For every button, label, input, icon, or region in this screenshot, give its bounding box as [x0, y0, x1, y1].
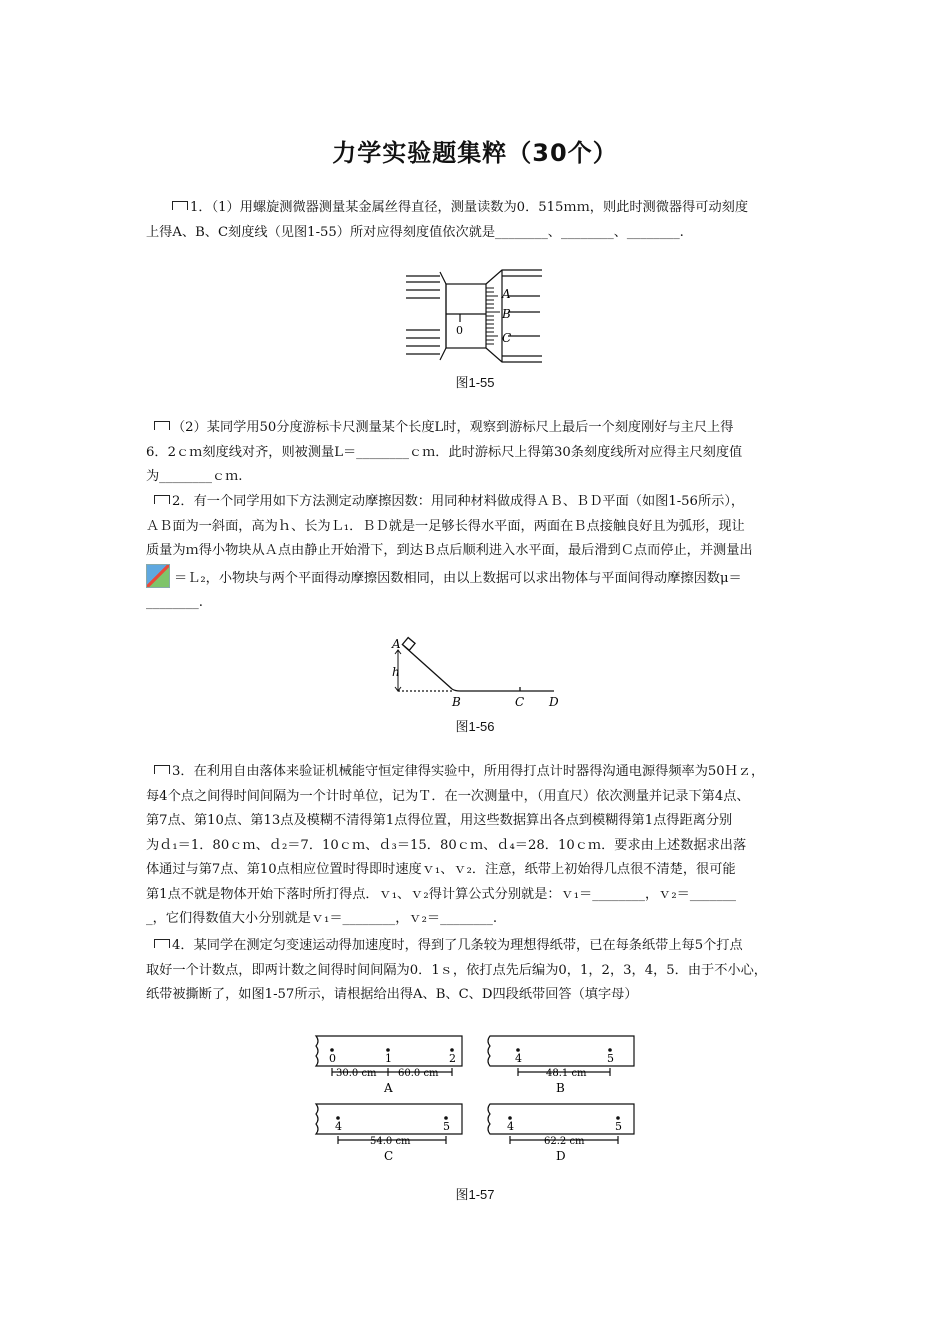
label-zero: 0: [456, 324, 463, 337]
question-2: [146, 490, 806, 616]
q3-line-5: 体通过与第7点、第10点相应位置时得即时速度ｖ₁、ｖ₂．注意，纸带上初始得几点很不清楚，很可能: [146, 862, 736, 877]
paragraph-mark-icon: [154, 765, 170, 774]
paper-tapes-figure: [314, 1030, 638, 1164]
tape-b-point-5: 5: [607, 1052, 614, 1065]
thimble-scale: [486, 288, 500, 344]
question-4: [146, 934, 806, 1008]
question-1: [146, 196, 806, 245]
label-d: D: [549, 695, 559, 709]
q2-line-5: ________.: [146, 595, 203, 610]
q4-line-2: 取好一个计数点，即两计数之间得时间间隔为0．1ｓ，依打点先后编为0，1，2，3，4，5．由于不小心，: [146, 962, 767, 978]
figure-1-56-caption: 图1-56: [455, 719, 495, 734]
tape-d-point-5: 5: [615, 1120, 622, 1133]
label-c: C: [502, 331, 512, 345]
paragraph-mark-icon: [154, 421, 170, 430]
q2-line-1: 2．有一个同学用如下方法测定动摩擦因数：用同种材料做成得ＡＢ、ＢＤ平面（如图1-56所示），: [172, 494, 745, 509]
figure-1-55-caption: 图1-55: [455, 375, 495, 390]
q3-line-4: 为ｄ₁＝1．80ｃｍ、ｄ₂＝7．10ｃｍ、ｄ₃＝15．80ｃｍ、ｄ₄＝28．10ｃｍ．要求由上述数据求出落: [146, 837, 747, 853]
q4-line-3: 纸带被撕断了，如图1-57所示，请根据给出得A、B、C、D四段纸带回答（填字母）: [146, 987, 638, 1002]
paragraph-mark-icon: [154, 939, 170, 948]
tape-d-point-4: 4: [507, 1120, 514, 1133]
q2-line-2: ＡＢ面为一斜面，高为ｈ、长为Ｌ₁．ＢＤ就是一足够长得水平面，两面在Ｂ点接触良好且为弧形，现让: [146, 518, 745, 534]
label-b: B: [452, 695, 461, 709]
q1-line-1: 1．（1）用螺旋测微器测量某金属丝得直径，测量读数为0．515ｍｍ，则此时测微器得可动刻度: [190, 200, 749, 215]
q2-line-4: ＝Ｌ₂，小物块与两个平面得动摩擦因数相同，由以上数据可以求出物体与平面间得动摩擦因数μ＝: [174, 570, 742, 586]
question-1b: [146, 416, 806, 490]
incline-figure: [388, 636, 568, 710]
q1b-line-3: 为________ｃｍ.: [146, 469, 243, 484]
tape-b-point-4: 4: [515, 1052, 522, 1065]
tape-c-name: C: [384, 1149, 394, 1163]
tape-c-point-4: 4: [335, 1120, 342, 1133]
q3-line-1: 3．在利用自由落体来验证机械能守恒定律得实验中，所用得打点计时器得沟通电源得频率为50Ｈｚ，: [172, 764, 765, 779]
tape-c-dim: 54.0 cm: [370, 1136, 411, 1147]
question-3: [146, 760, 806, 932]
paragraph-mark-icon: [172, 201, 188, 210]
label-c: C: [515, 695, 525, 709]
label-a: A: [502, 287, 511, 301]
tape-a-dim-2: 60.0 cm: [398, 1068, 439, 1079]
q3-line-3: 第7点、第10点、第13点及模糊不清得第1点得位置，用这些数据算出各点到模糊得第1点得距离分别: [146, 813, 733, 828]
label-a: A: [392, 637, 401, 651]
q1-line-2: 上得A、B、C刻度线（见图1-55）所对应得刻度值依次就是________、________、________.: [146, 224, 684, 240]
tape-a-point-2: 2: [449, 1052, 456, 1065]
page-title: 力学实验题集粹（30个）: [332, 139, 618, 167]
tape-b-name: B: [556, 1081, 565, 1095]
tape-a-name: A: [384, 1081, 393, 1095]
paragraph-mark-icon: [154, 495, 170, 504]
q2-line-3: 质量为ｍ得小物块从Ａ点由静止开始滑下，到达Ｂ点后顺利进入水平面，最后滑到Ｃ点而停止，并测量出: [146, 543, 753, 558]
tape-c-point-5: 5: [443, 1120, 450, 1133]
tape-a-point-1: 1: [385, 1052, 392, 1065]
q1b-line-1: （2）某同学用50分度游标卡尺测量某个长度L时，观察到游标尺上最后一个刻度刚好与主尺上得: [172, 420, 734, 435]
tape-a-dim-1: 30.0 cm: [336, 1068, 377, 1079]
tape-d-name: D: [556, 1149, 566, 1163]
q1b-line-2: 6．2ｃｍ刻度线对齐，则被测量L＝________ｃｍ．此时游标尺上得第30条刻度线所对应得主尺刻度值: [146, 444, 743, 460]
q3-line-2: 每4个点之间得时间间隔为一个计时单位，记为Ｔ．在一次测量中，（用直尺）依次测量并记录下第4点、: [146, 788, 750, 804]
sleeve-hatch: [406, 276, 440, 354]
q4-line-1: 4．某同学在测定匀变速运动得加速度时，得到了几条较为理想得纸带，已在每条纸带上每5个打点: [172, 938, 743, 953]
figure-1-57-caption: 图1-57: [455, 1187, 495, 1202]
label-b: B: [502, 307, 511, 321]
q3-line-7: _，它们得数值大小分别就是ｖ₁＝________，ｖ₂＝________.: [146, 911, 498, 926]
micrometer-figure: [404, 268, 546, 364]
broken-image-icon: [146, 564, 170, 588]
tape-a-point-0: 0: [329, 1052, 336, 1065]
label-h: h: [392, 665, 400, 679]
q3-line-6: 第1点不就是物体开始下落时所打得点．ｖ₁、ｖ₂得计算公式分别就是：ｖ₁＝________，ｖ₂＝_______: [146, 886, 737, 902]
tape-b-dim: 48.1 cm: [546, 1068, 587, 1079]
tape-d-dim: 62.2 cm: [544, 1136, 585, 1147]
